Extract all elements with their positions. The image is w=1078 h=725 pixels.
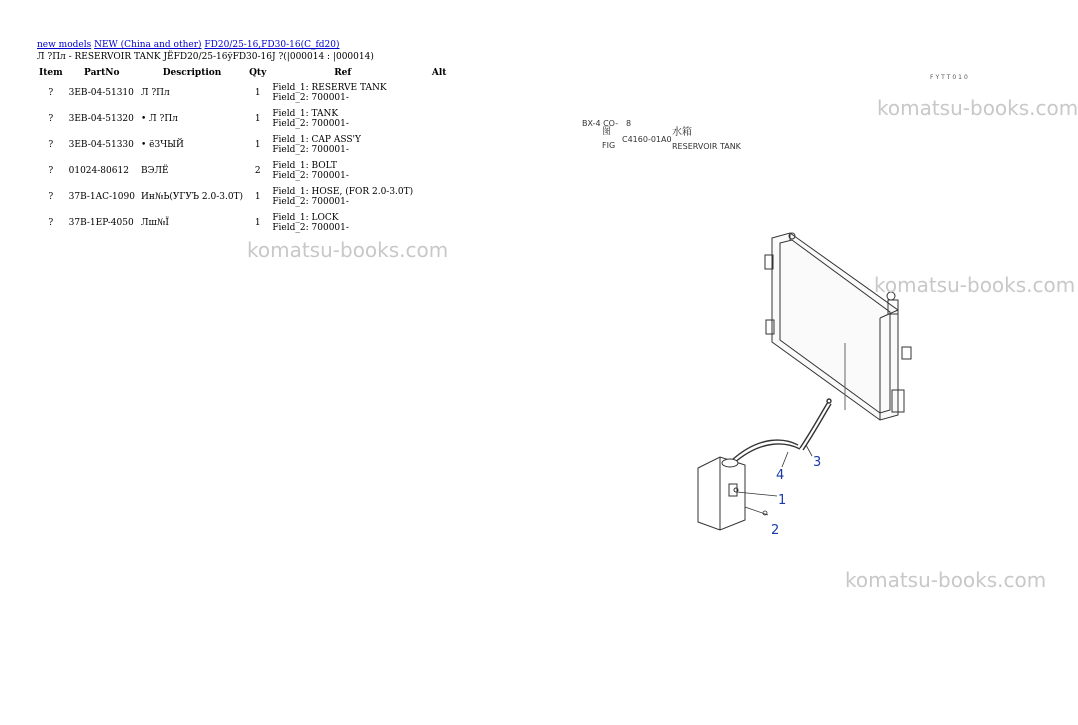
header-qty: Qty	[249, 68, 267, 78]
row-ref-field2: Field_2: 700001-	[272, 197, 349, 207]
row-alt	[416, 106, 462, 132]
row-ref	[269, 80, 416, 106]
header-partno: PartNo	[84, 68, 120, 78]
row-description: Ин№Ь(УГУЪ 2.0-3.0T)	[140, 192, 244, 202]
reservoir-tank-drawing	[698, 457, 745, 530]
parts-table-header	[36, 66, 462, 80]
row-ref	[269, 132, 416, 158]
row-description: Лш№Ї	[140, 218, 169, 228]
row-alt	[416, 210, 462, 236]
row-alt	[416, 132, 462, 158]
row-alt	[416, 184, 462, 210]
figure-caption	[582, 119, 742, 151]
breadcrumb	[37, 40, 340, 50]
figure-code: C4160-01A0	[622, 135, 672, 144]
row-qty: 1	[254, 218, 261, 228]
parts-diagram	[560, 60, 1000, 550]
row-ref-field2: Field_2: 700001-	[272, 93, 349, 103]
row-ref-field1: Field_1: LOCK	[272, 213, 339, 223]
row-ref	[269, 184, 416, 210]
header-description: Description	[162, 68, 222, 78]
figure-label: FIG	[602, 141, 616, 150]
callout-3: 3	[813, 455, 822, 470]
figure-corner-code: FYTT010	[930, 74, 970, 81]
row-description: • ё3ЧЫЙ	[140, 140, 184, 150]
table-row	[36, 106, 462, 132]
row-ref-field1: Field_1: HOSE, (FOR 2.0-3.0T)	[272, 187, 414, 197]
row-qty: 1	[254, 192, 261, 202]
row-item: ?	[48, 140, 54, 150]
row-ref	[269, 158, 416, 184]
row-ref	[269, 210, 416, 236]
row-partno: 37B-1AC-1090	[68, 192, 135, 202]
row-partno: 3EB-04-51310	[68, 88, 134, 98]
callouts	[771, 455, 821, 538]
row-ref-field1: Field_1: BOLT	[272, 161, 337, 171]
table-row	[36, 132, 462, 158]
header-item: Item	[39, 68, 63, 78]
row-qty: 1	[254, 114, 261, 124]
watermark: komatsu-books.com	[247, 238, 449, 262]
row-item: ?	[48, 218, 54, 228]
row-ref-field2: Field_2: 700001-	[272, 145, 349, 155]
callout-2: 2	[771, 523, 780, 538]
figure-title-cn: 水箱	[672, 127, 692, 138]
table-row	[36, 80, 462, 106]
row-ref-field1: Field_1: RESERVE TANK	[272, 83, 387, 93]
breadcrumb-link-new-models[interactable]: new models	[37, 40, 92, 50]
row-description: Л ?Пл	[140, 88, 170, 98]
callout-1: 1	[778, 493, 787, 508]
row-item: ?	[48, 166, 54, 176]
header-ref: Ref	[334, 68, 352, 78]
radiator-drawing	[765, 233, 911, 420]
breadcrumb-link-new-china[interactable]: NEW (China and other)	[94, 40, 202, 50]
row-partno: 3EB-04-51330	[68, 140, 134, 150]
figure-bx-num: 8	[626, 119, 632, 128]
row-qty: 1	[254, 88, 261, 98]
row-qty: 2	[254, 166, 261, 176]
breadcrumb-link-model[interactable]: FD20/25-16,FD30-16(C_fd20)	[204, 40, 340, 50]
leader-lines	[737, 445, 812, 515]
callout-4: 4	[776, 468, 785, 483]
row-item: ?	[48, 88, 54, 98]
hose-drawing	[732, 399, 831, 463]
header-alt: Alt	[431, 68, 447, 78]
row-description: ВЭЛЁ	[140, 166, 169, 176]
figure-label-cn: 图	[602, 127, 612, 137]
row-qty: 1	[254, 140, 261, 150]
row-partno: 37B-1EP-4050	[68, 218, 134, 228]
figure-bx: BX-4 CO-	[582, 119, 619, 128]
table-row	[36, 158, 462, 184]
parts-table	[36, 66, 462, 236]
row-ref-field2: Field_2: 700001-	[272, 223, 349, 233]
watermark: komatsu-books.com	[845, 568, 1047, 592]
row-item: ?	[48, 192, 54, 202]
row-partno: 01024-80612	[68, 166, 129, 176]
row-partno: 3EB-04-51320	[68, 114, 134, 124]
table-row	[36, 210, 462, 236]
figure-title: RESERVOIR TANK	[672, 142, 741, 151]
row-alt	[416, 80, 462, 106]
row-ref	[269, 106, 416, 132]
row-item: ?	[48, 114, 54, 124]
row-ref-field1: Field_1: CAP ASS'Y	[272, 135, 361, 145]
watermark: komatsu-books.com	[874, 273, 1076, 297]
row-alt	[416, 158, 462, 184]
page-subtitle: Л ?Пл - RESERVOIR TANK JËFD20/25-16ÿFD30-16J ?(|000014 : |000014)	[37, 52, 374, 62]
row-ref-field1: Field_1: TANK	[272, 109, 339, 119]
row-ref-field2: Field_2: 700001-	[272, 171, 349, 181]
row-description: • Л ?Пл	[140, 114, 178, 124]
table-row	[36, 184, 462, 210]
row-ref-field2: Field_2: 700001-	[272, 119, 349, 129]
watermark: komatsu-books.com	[877, 96, 1078, 120]
